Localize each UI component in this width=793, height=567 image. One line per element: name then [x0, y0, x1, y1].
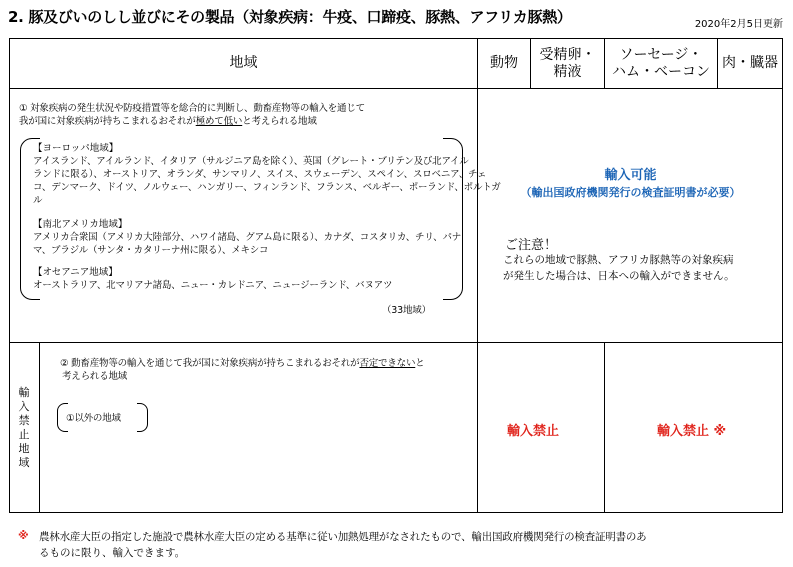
banned-label-char: 地	[18, 442, 30, 455]
header-region: 地域	[229, 55, 258, 71]
header-semen	[531, 39, 604, 88]
america-line1: アメリカ合衆国（アメリカ大陸部分、ハワイ諸島、グアム島に限る）、カナダ、コスタリカ、チリ、パナ	[33, 232, 462, 243]
section2-desc-pre: ② 動畜産物等の輸入を通じて我が国に対象疾病が持ちこまれるおそれが	[60, 358, 360, 369]
header-sausage-line2: ハム・ベーコン	[612, 63, 710, 80]
header-semen-line1: 受精卵・	[539, 46, 596, 63]
header-sausage-line1: ソーセージ・	[619, 46, 703, 63]
import-banned-1: 輸入禁止	[507, 424, 560, 439]
page-title: 2. 豚及びいのしし並びにその製品（対象疾病：牛疫、口蹄疫、豚熱、アフリカ豚熱）	[8, 8, 572, 26]
import-ok-sub: （輸出国政府機関発行の検査証明書が必要）	[520, 186, 741, 199]
side-label-divider	[39, 342, 40, 513]
bracket-mask-bottom-2	[68, 430, 137, 434]
section1-desc-post: と考えられる地域	[242, 116, 317, 127]
col-divider-region-2	[477, 342, 478, 513]
region-count: （33地域）	[382, 305, 431, 316]
banned-area-label	[17, 386, 31, 470]
banned-label-char: 輸	[18, 386, 30, 399]
europe-line4: ル	[33, 195, 43, 206]
europe-line3: コ、デンマーク、ドイツ、ノルウェー、ハンガリー、フィンランド、フランス、ベルギー、ポーランド、ポルトガ	[33, 182, 501, 193]
banned-label-char: 禁	[18, 414, 30, 427]
section2-desc-line1	[60, 357, 425, 370]
other-regions: ①以外の地域	[66, 413, 121, 424]
section1-desc-pre: 我が国に対象疾病が持ちこまれるおそれが	[19, 116, 196, 127]
banned-label-char: 域	[18, 456, 30, 469]
bracket-mask-top	[40, 136, 443, 140]
footnote-line2: るものに限り、輸入できます。	[39, 547, 186, 559]
caution-title: ご注意！	[505, 238, 558, 253]
import-banned-2: 輸入禁止 ※	[657, 424, 727, 439]
header-divider	[9, 88, 783, 89]
import-ok-label: 輸入可能	[604, 168, 657, 183]
header-sausage	[605, 39, 717, 88]
update-date: 2020年2月5日更新	[694, 19, 783, 30]
section1-desc-line1: ① 対象疾病の発生状況や防疫措置等を総合的に判断し、動畜産物等の輸入を通じて	[19, 103, 365, 114]
footnote-mark: ※	[18, 529, 29, 542]
header-semen-line2: 精液	[553, 63, 582, 80]
bracket-mask-bottom	[40, 298, 443, 302]
section2-desc-line2: 考えられる地域	[62, 371, 128, 382]
oceania-line1: オーストラリア、北マリアナ諸島、ニュー・カレドニア、ニュージーランド、バヌアツ	[33, 280, 393, 291]
section2-desc-underline: 否定できない	[359, 358, 416, 369]
caution-line1: これらの地域で豚熱、アフリカ豚熱等の対象疾病	[503, 254, 734, 266]
footnote-line1: 農林水産大臣の指定した施設で農林水産大臣の定める基準に従い加熱処理がなされたもので、輸出国政府機関発行の検査証明書のあ	[39, 531, 647, 543]
europe-line1: アイスランド、アイルランド、イタリア（サルジニア島を除く）、英国（グレート・ブリテン及び北アイル	[33, 156, 469, 167]
section-divider	[9, 342, 783, 343]
america-heading: 【南北アメリカ地域】	[33, 219, 128, 230]
section1-desc-underline: 極めて低い	[195, 116, 243, 127]
section1-desc-line2	[19, 115, 317, 128]
section2-desc-post: と	[415, 358, 425, 369]
banned-label-char: 止	[18, 428, 30, 441]
header-meat: 肉・臓器	[722, 55, 778, 71]
bracket-mask-top-2	[68, 401, 137, 405]
oceania-heading: 【オセアニア地域】	[33, 267, 118, 278]
banned-label-char: 入	[18, 400, 30, 413]
europe-heading: 【ヨーロッパ地域】	[33, 143, 119, 154]
caution-line2: が発生した場合は、日本への輸入ができません。	[503, 270, 735, 282]
col-divider-semen-2	[604, 342, 605, 513]
header-animal: 動物	[490, 55, 518, 71]
america-line2: マ、ブラジル（サンタ・カタリーナ州に限る）、メキシコ	[33, 245, 269, 256]
europe-line2: ランドに限る）、オーストリア、オランダ、サンマリノ、スイス、スウェーデン、スペイン、スロベニア、チェ	[33, 169, 487, 180]
